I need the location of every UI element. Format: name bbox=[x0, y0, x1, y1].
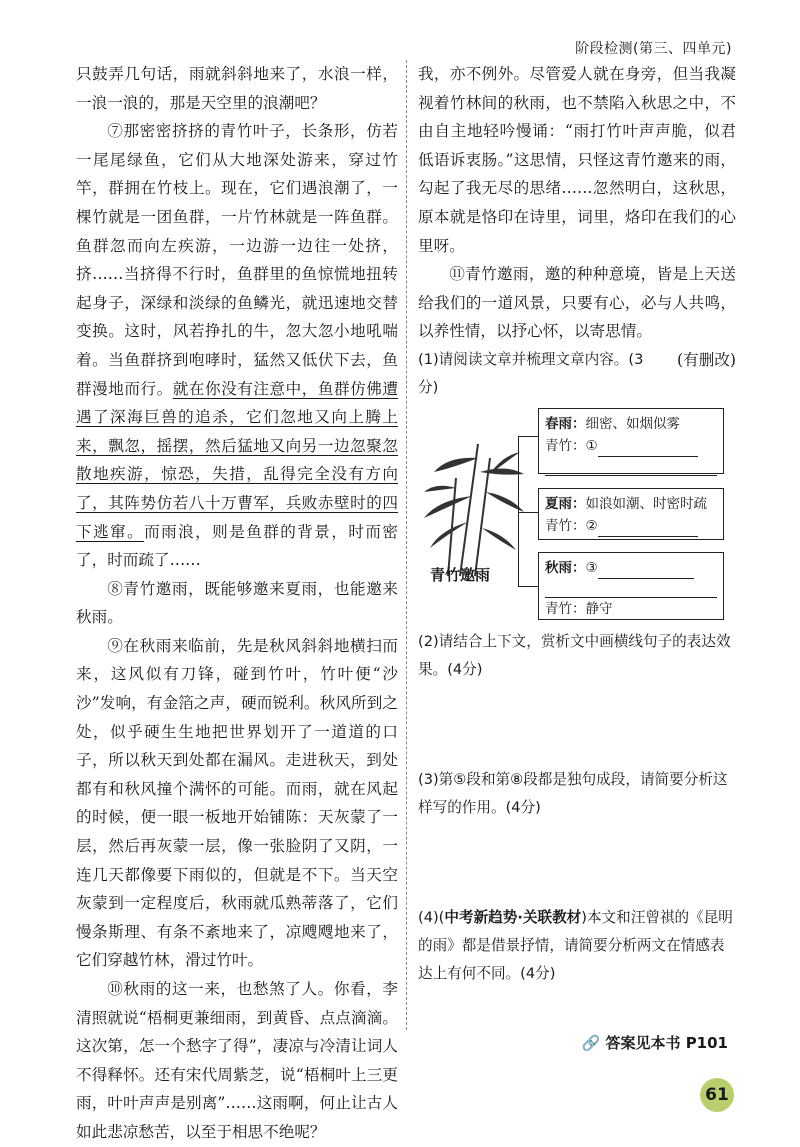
answer-space-3[interactable] bbox=[418, 822, 736, 904]
link-icon: 🔗 bbox=[581, 1034, 601, 1052]
blank-2-marker: ② bbox=[585, 517, 598, 534]
bracket-vertical bbox=[518, 436, 519, 586]
bracket-arm-autumn bbox=[518, 586, 538, 587]
content-diagram bbox=[418, 408, 736, 620]
box-spring bbox=[538, 408, 724, 474]
summer-label: 夏雨： bbox=[545, 495, 586, 512]
summer-rain-row bbox=[545, 493, 717, 515]
question-4 bbox=[418, 904, 736, 988]
right-column bbox=[418, 60, 736, 1048]
question-4-prefix: (4)( bbox=[418, 908, 445, 926]
autumn-bamboo-label: 青竹： bbox=[545, 600, 586, 617]
blank-3-marker: ③ bbox=[585, 559, 598, 576]
bracket-arm-spring bbox=[518, 436, 538, 437]
autumn-bamboo-row bbox=[545, 598, 717, 620]
question-2: (2)请结合上下文，赏析文中画横线句子的表达效果。(4分) bbox=[418, 632, 731, 678]
paragraph-10: ⑩秋雨的这一来，也愁煞了人。你看，李清照就说“梧桐更兼细雨，到黄昏、点点滴滴。这次第，怎一个愁字了得”，凄凉与冷清让词人不得释怀。还有宋代周紫芝，说“梧桐叶上三更雨，叶叶声声是别离”……这雨啊，何止让古人如此悲凉愁苦，以至于相思不绝呢？ bbox=[76, 980, 398, 1141]
paragraph-11-text: ⑪青竹邀雨，邀的种种意境，皆是上天送给我们的一道风景，只要有心，必与人共鸣，以养性情，以抒心怀，以寄思情。 bbox=[418, 265, 736, 341]
paragraph-7 bbox=[76, 117, 398, 575]
question-3: (3)第⑤段和第⑧段都是独句成段，请简要分析这样写的作用。(4分) bbox=[418, 770, 728, 816]
summer-bamboo-label: 青竹： bbox=[545, 517, 586, 534]
spring-label: 春雨： bbox=[545, 415, 586, 432]
column-divider bbox=[406, 60, 407, 1030]
blank-3-extra-line[interactable] bbox=[545, 579, 717, 598]
left-column bbox=[76, 60, 398, 1147]
paragraph-11 bbox=[418, 260, 736, 369]
summer-bamboo-row bbox=[545, 515, 717, 537]
box-summer bbox=[538, 488, 724, 540]
autumn-label: 秋雨： bbox=[545, 559, 586, 576]
paragraph-7-end: 而雨浪，则是鱼群的背景，时而密了，时而疏了…… bbox=[76, 522, 398, 570]
page-number-badge: 61 bbox=[700, 1078, 734, 1112]
paragraph-8: ⑧青竹邀雨，既能够邀来夏雨，也能邀来秋雨。 bbox=[76, 579, 398, 627]
source-note: (有删改) bbox=[677, 350, 736, 369]
box-autumn bbox=[538, 552, 724, 620]
answer-space-2[interactable] bbox=[418, 684, 736, 766]
spring-bamboo-label: 青竹： bbox=[545, 437, 586, 454]
bracket-arm-summer bbox=[518, 512, 538, 513]
paragraph-continuation: 只鼓弄几句话，雨就斜斜地来了，水浪一样，一浪一浪的，那是天空里的浪潮吧？ bbox=[76, 65, 398, 112]
spring-rain-row bbox=[545, 413, 717, 435]
autumn-bamboo-text: 静守 bbox=[585, 600, 613, 617]
question-4-text: )本文和汪曾祺的《昆明的雨》都是借景抒情，请简要分析两文在情感表达上有何不同。(4分) bbox=[418, 908, 733, 982]
section-header: 阶段检测(第三、四单元) bbox=[575, 41, 732, 57]
blank-1-marker: ① bbox=[585, 437, 598, 454]
blank-2-line[interactable] bbox=[598, 536, 698, 537]
bamboo-illustration-icon bbox=[420, 438, 530, 578]
blank-3-line[interactable] bbox=[598, 578, 694, 579]
question-4-tag: 中考新趋势·关联教材 bbox=[444, 908, 582, 926]
blank-1-extra-line[interactable] bbox=[545, 457, 717, 476]
answer-reference-text: 答案见本书 P101 bbox=[605, 1034, 728, 1052]
paragraph-10-continued: 我，亦不例外。尽管爱人就在身旁，但当我凝视着竹林间的秋雨，也不禁陷入秋思之中，不由自主地轻吟慢诵：“雨打竹叶声声脆，似君低语诉衷肠。”这思情，只怪这青竹邀来的雨，勾起了我无尽的思绪……忽然明白，这秋思，原本就是恪印在诗里，词里，烙印在我们的心里呀。 bbox=[418, 65, 736, 255]
question-1: (1)请阅读文章并梳理文章内容。(3分) bbox=[418, 350, 644, 396]
summer-rain-text: 如浪如潮、时密时疏 bbox=[585, 495, 707, 512]
blank-1-line[interactable] bbox=[598, 456, 698, 457]
spring-rain-text: 细密、如烟似雾 bbox=[585, 415, 680, 432]
spring-bamboo-row bbox=[545, 435, 717, 457]
paragraph-9: ⑨在秋雨来临前，先是秋风斜斜地横扫而来，这风似有刀锋，碰到竹叶，竹叶便“沙沙”发响，有金箔之声，硬而锐利。秋风所到之处，似乎硬生生地把世界划开了一道道的口子，所以秋天到处都在漏风。走进秋天，到处都有和秋风撞个满怀的可能。而雨，就在风起的时候，便一眼一板地开始铺陈：天灰蒙了一层，然后再灰蒙一层，像一张脸阴了又阴，一连几天都像要下雨似的，但就是不下。当天空灰蒙到一定程度后，秋雨就瓜熟蒂落了，它们慢条斯理、有条不紊地来了，凉飕飕地来了，它们穿越竹林，滑过竹叶。 bbox=[76, 636, 398, 970]
paragraph-7-text: ⑦那密密挤挤的青竹叶子，长条形，仿若一尾尾绿鱼，它们从大地深处游来，穿过竹竿，群拥在竹枝上。现在，它们遇浪潮了，一棵竹就是一团鱼群，一片竹林就是一阵鱼群。鱼群忽而向左疾游，一边游一边往一处挤，挤……当挤得不行时，鱼群里的鱼惊慌地扭转起身子，深绿和淡绿的鱼鳞光，就迅速地交替变换。这时，风若挣扎的牛，忽大忽小地吼喘着。当鱼群挤到咆哮时，猛然又低伏下去，鱼群漫地而行。 bbox=[76, 122, 398, 398]
diagram-title: 青竹邀雨 bbox=[430, 565, 491, 584]
underlined-sentence: 就在你没有注意中，鱼群仿佛遭遇了深海巨兽的追杀，它们忽地又向上腾上来，飘忽，摇摆，然后猛地又向另一边忽聚忽散地疾游，惊恐，失措，乱得完全没有方向了，其阵势仿若八十万曹军，兵败赤壁时的四下逃窜。 bbox=[76, 379, 398, 541]
autumn-rain-row bbox=[545, 557, 717, 579]
answer-reference bbox=[582, 1032, 728, 1053]
